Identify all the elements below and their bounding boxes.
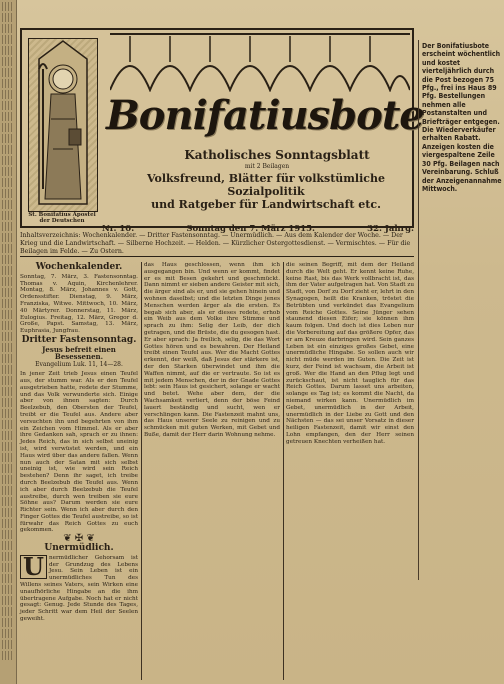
binding-strip-text-fragment [2,475,14,484]
binding-strip-text-fragment [2,343,14,352]
binding-strip-text-fragment [2,35,14,44]
masthead-subtitle: Katholisches Sonntagsblatt [184,148,370,162]
feature-text [20,551,138,623]
binding-strip [0,0,17,684]
binding-strip-text-fragment [2,464,14,473]
binding-strip-text-fragment [2,354,14,363]
binding-strip-text-fragment [2,497,14,506]
binding-strip-text-fragment [2,145,14,154]
column-divider [141,262,142,680]
binding-strip-text-fragment [2,332,14,341]
binding-strip-text-fragment [2,541,14,550]
binding-strip-text-fragment [2,79,14,88]
table-of-contents: Inhaltsverzeichnis: Wochenkalender. — Dritter Fastensonntag. — Unermüdlich. — Aus dem Kalender der Woche. — Der Krieg und die Landwirtschaft. — Silberne Hochzeit. — Helden. — Kürzlicher Ostergottesdienst. — Vermischtes. — Für die Beilagen im Felde. — Zu Ostern. [20,232,414,257]
calendar-heading: Wochenkalender. [35,262,123,272]
main-area [20,0,424,684]
column-2 [144,262,280,441]
issue-year: 32. Jahrg. [367,224,414,234]
binding-strip-text-fragment [2,651,14,660]
sunday-heading: Dritter Fastensonntag. [21,334,137,345]
binding-strip-text-fragment [2,398,14,407]
binding-strip-text-fragment [2,508,14,517]
binding-strip-text-fragment [2,387,14,396]
masthead-subline: mit 2 Beilagen [244,163,290,170]
saint-figure-icon [29,39,97,211]
binding-strip-text-fragment [2,409,14,418]
binding-strip-text-fragment [2,101,14,110]
binding-strip-text-fragment [2,365,14,374]
binding-strip-text-fragment [2,310,14,319]
sunday-subheading: Jesus befreit einen Besessenen. [42,344,116,361]
binding-strip-text-fragment [2,376,14,385]
saint-caption: St. Bonifatius Apostel der Deutschen [28,212,96,224]
binding-strip-text-fragment [2,24,14,33]
gospel-text: In jener Zeit trieb Jesus einen Teufel aus, der stumm war. Als er den Teufel ausgetrieben hatte, redete der Stumme, und das Volk verwunderte sich. Einige aber von ihnen sagten: Durch Beelzebub, den Obersten der Teufel, treibt er die Teufel aus. Andere aber versuchten ihn und begehrten von ihm ein Zeichen vom Himmel. Als er aber ihre Gedanken sah, sprach er zu ihnen: Jedes Reich, das in sich selbst uneinig ist, wird verwüstet werden, und ein Haus wird über das andere fallen. Wenn nun auch der Satan mit sich selbst uneinig ist, wie wird sein Reich bestehen? Denn ihr saget, ich treibe durch Beelzebub die Teufel aus. Wenn ich aber durch Beelzebub die Teufel austreibe, durch wen treiben sie eure Söhne aus? Darum werden sie eure Richter sein. Wenn ich aber durch den Finger Gottes die Teufel austreibe, so ist fürwahr das Reich Gottes zu euch gekommen. [20,371,138,534]
issue-number: Nr. 10. [102,224,135,234]
masthead [20,28,424,234]
binding-strip-text-fragment [2,123,14,132]
binding-strip-text-fragment [2,288,14,297]
binding-strip-text-fragment [2,2,14,11]
binding-strip-text-fragment [2,629,14,638]
binding-strip-text-fragment [2,46,14,55]
binding-strip-text-fragment [2,112,14,121]
binding-strip-text-fragment [2,574,14,583]
gospel-reference: Evangelium Luk. 11, 14—28. [35,361,123,369]
calendar-text: Sonntag, 7. März, 3. Fastensonntag. Thomas v. Aquin, Kirchenlehrer. Montag, 8. März, Johannes v. Gott, Ordensstifter. Dienstag, 9. März, Franziska, Witwe. Mittwoch, 10. März, 40 Märtyrer. Donnerstag, 11. März, Eulogius. Freitag, 12. März, Gregor d. Große, Papst. Samstag, 13. März, Euphrasia, Jungfrau. [20,273,138,335]
feature-heading: Unermüdlich. [44,543,114,554]
binding-strip-text-fragment [2,211,14,220]
binding-strip-text-fragment [2,277,14,286]
ornament-divider-icon: ❦ ✠ ❦ [63,533,95,545]
binding-strip-text-fragment [2,255,14,264]
binding-strip-text-fragment [2,530,14,539]
column-2-text: das Haus geschlossen, wenn ihm ich ausgegangen bin. Und wenn er kommt, findet er es mit Besen gekehrt und geschmückt. Dann nimmt er sieben andere Geister mit sich, die ärger sind als er, und sie gehen hinein und wohnen daselbst; und die letzten Dinge jenes Menschen werden ärger als die ersten. Es begab sich aber, als er dieses redete, erhob ein Weib aus dem Volke ihre Stimme und sprach zu ihm: Selig der Leib, der dich getragen, und die Brüste, die du gesogen hast. Er aber sprach: Ja freilich, selig, die das Wort Gottes hören und es bewahren. Der Heiland treibt einen Teufel aus. Wer die Macht Gottes erkennt, der weiß, daß Jesus der stärkere ist, der den Starken überwindet und ihm die Waffen nimmt, auf die er vertraute. So ist es mit jedem Menschen, der in der Gnade Gottes lebt: sein Haus ist gesichert, solange er wacht und betet. Wehe aber dem, der die Wachsamkeit verliert, denn der böse Feind lauert beständig und sucht, wen er verschlingen kann. Die Fastenzeit mahnt uns, das Haus unserer Seele zu reinigen und zu schmücken mit guten Werken, mit Gebet und Buße, damit der Herr darin Wohnung nehme. [144,262,280,438]
binding-strip-text-fragment [2,618,14,627]
column-divider [283,262,284,680]
binding-strip-text-fragment [2,585,14,594]
binding-strip-text-fragment [2,596,14,605]
binding-strip-text-fragment [2,266,14,275]
feature-body: nermüdlicher Gehorsam ist der Grundzug des Lebens Jesu. Sein Leben ist ein unermüdliches Tun des Willens seines Vaters, sein Wirken eine unaufhörliche Hingabe an die ihm übertragene Aufgabe. Noch hat er nicht gesagt: Genug. Jede Stunde des Tages, jeder Schritt war dem Heil der Seelen geweiht. [20,554,138,623]
binding-strip-text-fragment [2,57,14,66]
binding-strip-text-fragment [2,134,14,143]
masthead-subtitle-2-line1: Volksfreund, Blätter für volkstümliche Sozialpolitik [147,172,385,198]
binding-strip-text-fragment [2,321,14,330]
binding-strip-text-fragment [2,563,14,572]
binding-strip-text-fragment [2,189,14,198]
binding-strip-text-fragment [2,486,14,495]
column-1 [20,262,138,625]
right-sidebar-text: Der Bonifatiusbote erscheint wöchentlich und kostet vierteljährlich durch die Post bezogen 75 Pfg., frei ins Haus 89 Pfg. Bestellungen nehmen alle Postanstalten und Briefträger entgegen. Die Wiederverkäufer erhalten Rabatt. Anzeigen kosten die viergespaltene Zeile 30 Pfg. Beilagen nach Vereinbarung. Schluß der Anzeigenannahme Mittwoch. [422,42,502,193]
binding-strip-text-fragment [2,442,14,451]
binding-strip-text-fragment [2,420,14,429]
binding-strip-text-fragment [2,200,14,209]
binding-strip-text-fragment [2,244,14,253]
binding-strip-text-fragment [2,68,14,77]
column-3 [286,262,414,448]
masthead-subtitle-2-line2: und Ratgeber für Landwirtschaft etc. [151,198,381,211]
issue-date: Sonntag den 7. März 1915. [186,224,315,234]
dropcap-u-icon: U [20,555,47,579]
masthead-subtitle-2 [118,172,414,211]
binding-strip-text-fragment [2,233,14,242]
binding-strip-text-fragment [2,519,14,528]
binding-strip-text-fragment [2,453,14,462]
masthead-title: Bonifatiusbote [106,92,424,139]
binding-strip-text-fragment [2,299,14,308]
binding-strip-text-fragment [2,552,14,561]
binding-strip-text-fragment [2,90,14,99]
binding-strip-text-fragment [2,178,14,187]
binding-strip-text-fragment [2,13,14,22]
binding-strip-text-fragment [2,607,14,616]
binding-strip-text-fragment [2,222,14,231]
column-3-text: die seinen Begriff, mit dem der Heiland durch die Welt geht. Er kennt keine Ruhe, keine Rast, bis das Werk vollbracht ist, das ihm der Vater aufgetragen hat. Von Stadt zu Stadt, von Dorf zu Dorf zieht er, lehrt in den Synagogen, heilt die Kranken, tröstet die Betrübten und verkündet das Evangelium vom Reiche Gottes. Seine Jünger sehen staunend diesen Eifer; sie können ihm kaum folgen. Und doch ist dies Leben nur die Vorbereitung auf das größere Opfer, das er am Kreuze darbringen wird. Sein ganzes Leben ist ein einziges großes Gebet, eine unermüdliche Hingabe. So sollen auch wir nicht müde werden im Guten. Die Zeit ist kurz, der Feind ist wachsam, die Arbeit ist groß. Wer die Hand an den Pflug legt und zurückschaut, ist nicht tauglich für das Reich Gottes. Darum lasset uns arbeiten, solange es Tag ist; es kommt die Nacht, da niemand wirken kann. Unermüdlich im Gebet, unermüdlich in der Arbeit, unermüdlich in der Liebe zu Gott und den Nächsten — das sei unser Vorsatz in dieser heiligen Fastenzeit, damit wir einst den Lohn empfangen, den der Herr seinen getreuen Knechten verheißen hat. [286,262,414,445]
binding-strip-text-fragment [2,431,14,440]
saint-illustration [28,38,98,212]
binding-strip-text-fragment [2,167,14,176]
gothic-ornament-icon [110,32,410,92]
binding-strip-text-fragment [2,640,14,649]
binding-strip-text-fragment [2,156,14,165]
right-sidebar-column [418,40,504,580]
